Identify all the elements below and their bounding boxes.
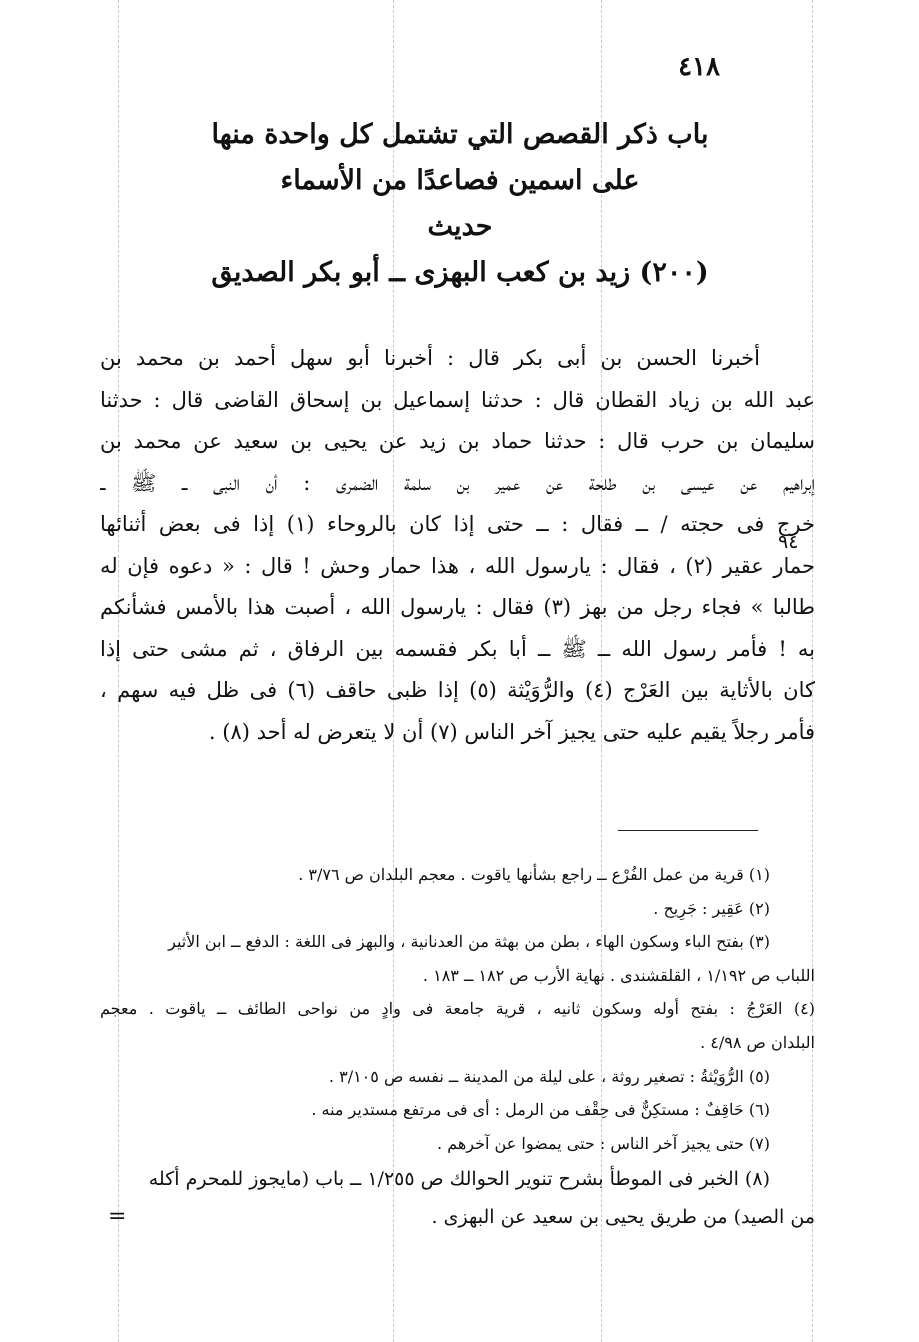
text-line: فأمر رجلاً يقيم عليه حتى يجيز آخر الناس (٧) أن لا يتعرض له أحد (٨) . <box>208 719 815 744</box>
footnotes <box>100 858 815 1236</box>
section-titles <box>150 112 770 296</box>
text-line: خرج فى حجته / ــ فقال : ــ حتى إذا كان بالروحاء (١) إذا فى بعض أثنائها <box>100 512 815 536</box>
continuation-mark: = <box>108 1204 127 1229</box>
text-line: طالبا » فجاء رجل من بهز (٣) فقال : يارسول الله ، أصبت هذا بالأمس فشأنكم <box>100 595 815 619</box>
footnote-divider <box>618 830 758 831</box>
footnote-8-continued: من الصيد) من طريق يحيى بن سعيد عن البهزى . <box>431 1206 815 1229</box>
footnote-7: (٧) حتى يجيز آخر الناس : حتى يمضوا عن آخرهم . <box>437 1133 770 1153</box>
footnote-5: (٥) الرُّوَيْثةُ : تصغير روثة ، على ليلة من المدينة ــ نفسه ص ٣/١٠٥ . <box>328 1066 770 1086</box>
footnote-1: (١) قرية من عمل الفُرْع ــ راجع بشأنها ياقوت . معجم البلدان ص ٣/٧٦ . <box>298 865 770 884</box>
footnote-3: (٣) بفتح الباء وسكون الهاء ، بطن من بهثة من العدنانية ، والبهز فى اللغة : الدفع ــ ابن الأثير <box>168 932 770 952</box>
footnote-8: (٨) الخبر فى الموطأ بشرح تنوير الحوالك ص ١/٢٥٥ ــ باب (مايجوز للمحرم أكله <box>148 1168 770 1191</box>
text-line: سليمان بن حرب قال : حدثنا حماد بن زيد عن يحيى بن سعيد عن محمد بن <box>100 429 815 453</box>
hadith-label: حديث <box>427 211 493 242</box>
page-number: ٤١٨ <box>678 52 720 82</box>
footnote-4: (٤) العَرْجُ : بفتح أوله وسكون ثانيه ، قرية جامعة فى وادٍ من نواحى الطائف ــ ياقوت . معجم <box>100 999 815 1019</box>
text-line: عبد الله بن زياد القطان قال : حدثنا إسماعيل بن إسحاق القاضى قال : حدثنا <box>100 387 815 412</box>
footnote-2: (٢) عَقِير : جَرِيح . <box>653 898 770 918</box>
footnote-3-continued: اللباب ص ١/١٩٢ ، القلقشندى . نهاية الأرب ص ١٨٢ ــ ١٨٣ . <box>422 965 815 985</box>
text-line: إبراهيم عن عيسى بن طلحة عن عمير بن سلمة الضمرى : أن النبى ــ ﷺ ــ <box>100 470 815 495</box>
entry-heading: (٢٠٠) زيد بن كعب البهزى ــ أبو بكر الصديق <box>211 257 709 288</box>
margin-page-reference: ٩٤ <box>778 531 799 553</box>
text-line: حمار عقير (٢) ، فقال : يارسول الله ، هذا حمار وحش ! قال : « دعوه فإن له <box>100 553 815 578</box>
text-line: أخبرنا الحسن بن أبى بكر قال : أخبرنا أبو سهل أحمد بن محمد بن <box>100 346 760 370</box>
footnote-6: (٦) حَاقِفٌ : مستكِنٌّ فى حِقْف من الرمل : أى فى مرتفع مستدير منه . <box>311 1100 770 1120</box>
footnote-4-continued: البلدان ص ٤/٩٨ . <box>700 1032 815 1052</box>
chapter-title-line-2: على اسمين فصاعدًا من الأسماء <box>280 165 640 196</box>
chapter-title-line-1: باب ذكر القصص التي تشتمل كل واحدة منها <box>211 119 709 150</box>
hadith-text <box>100 338 815 753</box>
text-line: به ! فأمر رسول الله ــ ﷺ ــ أبا بكر فقسمه بين الرفاق ، ثم مشى حتى إذا <box>100 636 815 661</box>
text-line: كان بالأثاية بين العَرْج (٤) والرُّوَيْثة (٥) إذا ظبى حاقف (٦) فى ظل فيه سهم ، <box>100 678 815 702</box>
